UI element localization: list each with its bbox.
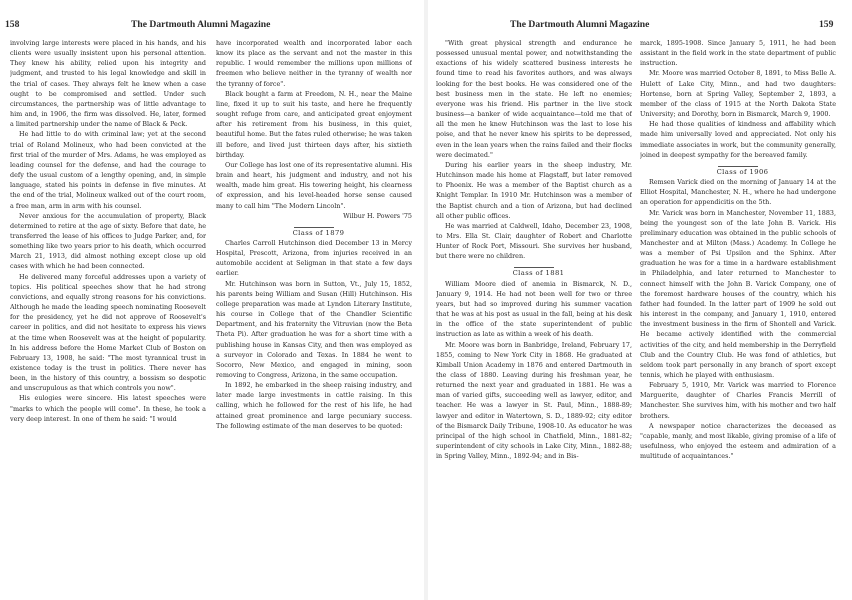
paragraph: Remsen Varick died on the morning of January 14 at the Elliot Hospital, Manchester, N. H., where he had undergone an operation for appendicitis on the 5th.: [640, 178, 836, 207]
paragraph: He delivered many forceful addresses upon a variety of topics. His political speeches show that he had strong convictions, and equally strong reasons for his convictions. Although he made the leading speech nominating Roosevelt for the presidency, yet he did not approve of Roosevelt's career in politics, and did not hesitate to express his views at the time when Roosevelt was at the height of popularity. In his address before the Home Market Club of Boston on February 13, 1908, he said: "The most tyrannical trust in existence today is the trust in politics. There never has been, in the history of this country, a bossism so despotic and unscrupulous as that which controls you now".: [10, 272, 206, 393]
paragraph: Mr. Moore was born in Banbridge, Ireland, February 17, 1855, coming to New York City in 1868. He graduated at Kimball Union Academy in 1876 and entered Dartmouth in the class of 1880. Leaving during his freshman year, he returned the next year and graduated in 1881. He was a man of varied gifts, succeeding well as lawyer, editor, and teacher. He was a lawyer in St. Paul, Minn., 1888-89; lawyer and editor in Watertown, S. D., 1889-92; city editor of the Bismarck Daily Tribune, 1908-10. As educator he was principal of the high school in Chatfield, Minn., 1881-82; superintendent of city schools in Lake City, Minn., 1882-88; in Spring Valley, Minn., 1892-94; and in Bis-: [436, 340, 632, 461]
paragraph: He was married at Caldwell, Idaho, December 23, 1908, to Mrs. Ella St. Clair, daughter of Robert and Charlotte Hunter of Rock Port, Missouri. She survives her husband, but there were no children.: [436, 221, 632, 261]
paragraph: William Moore died of anemia in Bismarck, N. D., January 9, 1914. He had not been well for two or three years, but had so improved during his summer vacation that he was at his post as usual in the fall, being at his desk in the office of the state superintendent of public instruction as late as within a week of his death.: [436, 279, 632, 339]
paragraph: He had little to do with criminal law; yet at the second trial of Roland Molineux, who had been convicted at the first trial of the murder of Mrs. Adams, he was employed as leading counsel for the defense, and had the courage to defy the usual custom of a lengthy opening, and, in simple language, stated his points in defense in five minutes. At the end of the trial, Molineux walked out of the court room, a free man, arm in arm with his counsel.: [10, 130, 206, 210]
right-page-column-1: [436, 38, 632, 594]
paragraph: Never anxious for the accumulation of property, Black determined to retire at the age of sixty. Before that date, he transferred the lease of his offices to Judge Parker, and, for something like two years prior to his death, which occurred March 21, 1913, did almost nothing except close up old cases with which he had been connected.: [10, 211, 206, 271]
paragraph: have incorporated wealth and incorporated labor each know its place as the servant and not the master in this republic. I would remember the millions upon millions of freemen who believe neither in the tyranny of wealth nor the tyranny of force".: [216, 39, 412, 88]
right-running-head: The Dartmouth Alumni Magazine: [510, 19, 650, 30]
class-heading-1906: Class of 1906: [716, 167, 769, 176]
paragraph: Mr. Varick was born in Manchester, November 11, 1883, being the youngest son of the late John B. Varick. His preliminary education was obtained in the public schools of Manchester and at Milton (Mass.) Academy. In College he was a member of Psi Upsilon and the Sphinx. After graduation he was for a time in a hardware establishment in Philadelphia, and later returned to Manchester to connect himself with the John B. Varick Company, one of the foremost hardware houses of the country, which his father had founded. In the latter part of 1909 he sold out his interest in the company, and January 1, 1910, entered the investment business in the firm of Shontell and Varick. He became actively identified with the commercial activities of the city, and held membership in the Derryfield Club and the Country Club. He was fond of athletics, but seldom took part personally in any branch of sport except tennis, which he played with enthusiasm.: [640, 208, 836, 379]
obituary-signature: Wilbur H. Powers '75: [343, 211, 412, 220]
paragraph: He had those qualities of kindness and affability which made him universally loved and appreciated. Not only his immediate associates in work, but the community generally, joined in deepest sympathy for the bereaved family.: [640, 120, 836, 159]
paragraph: A newspaper notice characterizes the deceased as "capable, manly, and most likable, giving promise of a life of usefulness, who enjoyed the esteem and admiration of a multitude of acquaintances.": [640, 421, 836, 461]
paragraph: February 5, 1910, Mr. Varick was married to Florence Marguerite, daughter of Charles Francis Merrill of Manchester. She survives him, with his mother and two half brothers.: [640, 381, 836, 420]
paragraph: involving large interests were placed in his hands, and his clients were usually insistent upon his personal attention. They knew his ability, relied upon his integrity and judgment, and trusted to his legal knowledge and skill in the trial of cases. They always felt he knew when a case ought to be compromised and settled. Under such circumstances, the partnership was of little advantage to him and, in 1906, the firm was dissolved. He, later, formed a limited partnership under the name of Black & Peck.: [10, 39, 206, 129]
left-page-column-2: [216, 38, 412, 594]
paragraph: marck, 1895-1908. Since January 5, 1911, he had been assistant in the field work in the state department of public instruction.: [640, 39, 836, 68]
paragraph: Charles Carroll Hutchinson died December 13 in Mercy Hospital, Prescott, Arizona, from injuries received in an automobile accident at Seligman in that state a few days earlier.: [216, 238, 412, 278]
left-running-head: The Dartmouth Alumni Magazine: [131, 19, 271, 30]
paragraph: In 1892, he embarked in the sheep raising industry, and later made large investments in cattle raising. In this calling, which he followed for the rest of his life, he had attained great prominence and large pecuniary success. The following estimate of the man deserves to be quoted:: [216, 381, 412, 430]
class-heading-1879: Class of 1879: [292, 228, 345, 237]
right-page-column-2: [640, 38, 836, 594]
page-gutter: [424, 0, 428, 600]
left-page-column-1: [10, 38, 206, 594]
left-page-number: 158: [5, 19, 20, 30]
paragraph: Mr. Hutchinson was born in Sutton, Vt., July 15, 1852, his parents being William and Susan (Hill) Hutchinson. His college preparation was made at Lyndon Literary Institute, his course in College that of the Chandler Scientific Department, and his fraternity the Vitruvian (now the Beta Theta Pi). After graduation he was for a short time with a publishing house in Kansas City, and then was employed as a surveyor in Colorado and Texas. In 1884 he went to Socorro, New Mexico, and engaged in mining, soon removing to Congress, Arizona, in the same occupation.: [216, 279, 412, 379]
paragraph: Our College has lost one of its representative alumni. His brain and heart, his judgment and industry, and not his wealth, made him great. His towering height, his clearness of expression, and his level-headed horse sense caused many to call him "The Modern Lincoln".: [216, 160, 412, 210]
paragraph: During his earlier years in the sheep industry, Mr. Hutchinson made his home at Flagstaff, but later removed to Phoenix. He was a member of the Baptist church as a Knight Templar. In 1910 Mr. Hutchinson was a member of the Baptist church and a tion of Arizona, but had declined all other public offices.: [436, 160, 632, 220]
paragraph: "With great physical strength and endurance he possessed unusual mental power, and notwithstanding the exactions of his widely scattered business interests he found time to read his favorites authors, and was always looking for the best books. He was considered one of the best business men in the state. He left no enemies; everyone was his friend. His partner in the live stock business—a banker of wide acquaintance—told me that of all the men he knew Hutchinson was the last to lose his poise, and that he never knew his spirits to be depressed, even in the lean years when the rains failed and their flocks were decimated.": [436, 39, 632, 159]
paragraph: Black bought a farm at Freedom, N. H., near the Maine line, fixed it up to suit his taste, and here he frequently sought refuge from care, and anticipated great enjoyment after his retirement from his business, in this quiet, beautiful home. But the fates ruled otherwise; he was taken ill before, and lived just thirteen days after, his sixtieth birthday.: [216, 89, 412, 159]
paragraph: His eulogies were sincere. His latest speeches were "marks to which the people will come". In these, he took a very deep interest. In one of them he said: "I would: [10, 394, 206, 423]
class-heading-1881: Class of 1881: [512, 269, 565, 278]
paragraph: Mr. Moore was married October 8, 1891, to Miss Belle A. Hulett of Lake City, Minn., and had two daughters: Hortense, born at Spring Valley, September 2, 1893, a member of the class of 1915 at the North Dakota State University; and Dorothy, born in Bismarck, March 9, 1900.: [640, 69, 836, 119]
right-page-number: 159: [819, 19, 834, 30]
